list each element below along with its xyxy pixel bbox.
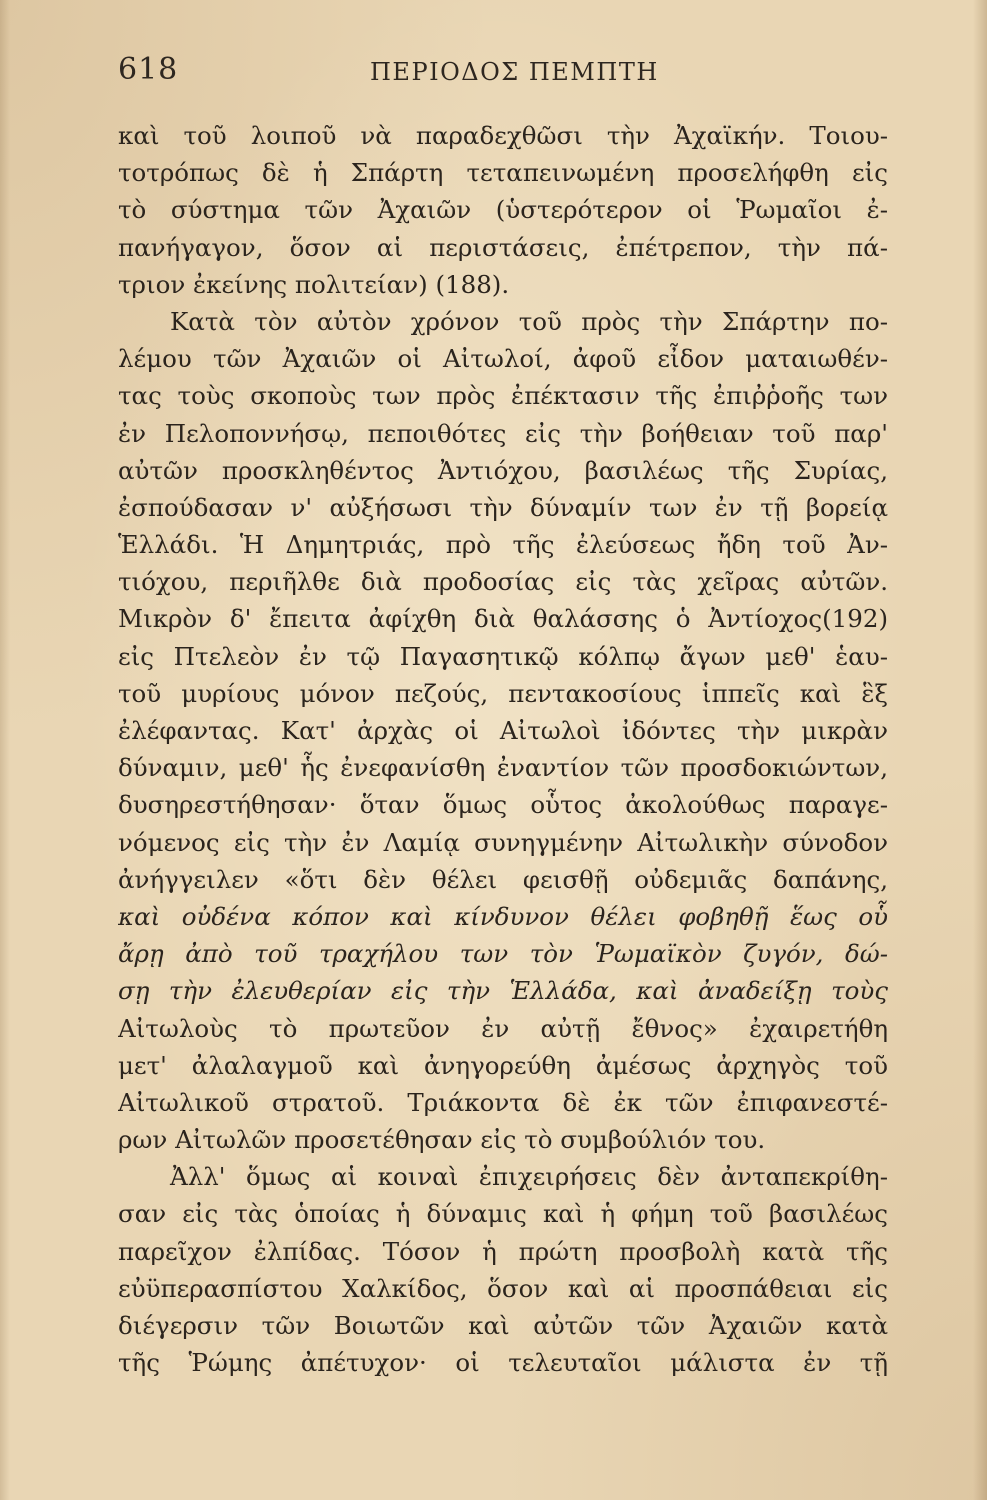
text-line: τοτρόπως δὲ ἡ Σπάρτη τεταπεινωμένη προσελήφθη εἰς <box>118 158 888 188</box>
text-line: σαν εἰς τὰς ὁποίας ἡ δύναμις καὶ ἡ φήμη τοῦ βασιλέως <box>118 1199 888 1229</box>
text-line: τας τοὺς σκοποὺς των πρὸς ἐπέκτασιν τῆς ἐπιῤῥοῆς των <box>118 381 888 411</box>
text-line: εἰς Πτελεὸν ἐν τῷ Παγασητικῷ κόλπῳ ἄγων μεθ' ἑαυ- <box>118 641 888 671</box>
text-line: ἐν Πελοποννήσῳ, πεποιθότες εἰς τὴν βοήθειαν τοῦ παρ' <box>118 418 888 448</box>
text-line: πανήγαγον, ὅσον αἱ περιστάσεις, ἐπέτρεπον, τὴν πά- <box>118 232 888 262</box>
page-edge-left <box>0 0 10 1500</box>
page-number: 618 <box>118 52 179 87</box>
text-line: ἐλέφαντας. Κατ' ἀρχὰς οἱ Αἰτωλοὶ ἰδόντες τὴν μικρὰν <box>118 716 888 745</box>
quoted-speech-line: ἄρῃ ἀπὸ τοῦ τραχήλου των τὸν Ῥωμαϊκὸν ζυγόν, δώ- <box>118 939 888 969</box>
text-line: ἐσπούδασαν ν' αὐξήσωσι τὴν δύναμίν των ἐν τῇ βορείᾳ <box>118 492 888 522</box>
quoted-speech-line: σῃ τὴν ἐλευθερίαν εἰς τὴν Ἑλλάδα, καὶ ἀναδείξῃ τοὺς <box>118 976 888 1006</box>
text-line: δυσηρεστήθησαν· ὅταν ὅμως οὗτος ἀκολούθως παραγε- <box>118 790 888 820</box>
text-line: λέμου τῶν Ἀχαιῶν οἱ Αἰτωλοί, ἀφοῦ εἶδον ματαιωθέν- <box>118 344 888 374</box>
running-head <box>118 52 888 92</box>
text-line: τιόχου, περιῆλθε διὰ προδοσίας εἰς τὰς χεῖρας αὐτῶν. <box>118 567 888 597</box>
text-line: ἀνήγγειλεν «ὅτι δὲν θέλει φεισθῇ οὐδεμιᾶς δαπάνης, <box>118 864 888 894</box>
paragraph-start-line: Κατὰ τὸν αὐτὸν χρόνον τοῦ πρὸς τὴν Σπάρτην πο- <box>170 306 888 336</box>
text-line: δύναμιν, μεθ' ἧς ἐνεφανίσθη ἐναντίον τῶν προσδοκιώντων, <box>118 753 888 783</box>
text-line: ρων Αἰτωλῶν προσετέθησαν εἰς τὸ συμβούλιόν του. <box>118 1125 766 1155</box>
text-line: τῆς Ῥώμης ἀπέτυχον· οἱ τελευταῖοι μάλιστα ἐν τῇ <box>118 1348 888 1378</box>
text-line: Ἑλλάδι. Ἡ Δημητριάς, πρὸ τῆς ἐλεύσεως ἤδη τοῦ Ἀν- <box>118 530 888 560</box>
text-line: παρεῖχον ἐλπίδας. Τόσον ἡ πρώτη προσβολὴ κατὰ τῆς <box>118 1236 888 1266</box>
running-title: ΠΕΡΙΟΔΟΣ ΠΕΜΠΤΗ <box>370 58 659 86</box>
quoted-speech-line: καὶ οὐδένα κόπον καὶ κίνδυνον θέλει φοβηθῇ ἕως οὗ <box>118 901 888 931</box>
text-line: νόμενος εἰς τὴν ἐν Λαμίᾳ συνηγμένην Αἰτωλικὴν σύνοδον <box>118 827 888 857</box>
text-line: μετ' ἀλαλαγμοῦ καὶ ἀνηγορεύθη ἀμέσως ἀρχηγὸς τοῦ <box>118 1050 888 1080</box>
text-line: Αἰτωλοὺς τὸ πρωτεῦον ἐν αὐτῇ ἔθνος» ἐχαιρετήθη <box>118 1013 888 1043</box>
text-line: τριον ἐκείνης πολιτείαν) (188). <box>118 269 510 299</box>
text-line: Αἰτωλικοῦ στρατοῦ. Τριάκοντα δὲ ἐκ τῶν ἐπιφανεστέ- <box>118 1087 888 1117</box>
text-line: αὐτῶν προσκληθέντος Ἀντιόχου, βασιλέως τῆς Συρίας, <box>118 455 888 485</box>
text-line: Μικρὸν δ' ἔπειτα ἀφίχθη διὰ θαλάσσης ὁ Ἀντίοχος(192) <box>118 604 888 634</box>
paragraph-start-line: Ἀλλ' ὅμως αἱ κοιναὶ ἐπιχειρήσεις δὲν ἀνταπεκρίθη- <box>170 1162 888 1192</box>
text-line: τὸ σύστημα τῶν Ἀχαιῶν (ὑστερότερον οἱ Ῥωμαῖοι ἐ- <box>118 195 888 225</box>
text-line: καὶ τοῦ λοιποῦ νὰ παραδεχθῶσι τὴν Ἀχαϊκήν. Τοιου- <box>118 121 888 150</box>
page-edge-right <box>973 0 987 1500</box>
body-text <box>118 117 888 1381</box>
text-line: τοῦ μυρίους μόνον πεζούς, πεντακοσίους ἱππεῖς καὶ ἓξ <box>118 678 888 708</box>
text-line: διέγερσιν τῶν Βοιωτῶν καὶ αὐτῶν τῶν Ἀχαιῶν κατὰ <box>118 1311 888 1340</box>
text-line: εὐϋπερασπίστου Χαλκίδος, ὅσον καὶ αἱ προσπάθειαι εἰς <box>118 1273 888 1303</box>
